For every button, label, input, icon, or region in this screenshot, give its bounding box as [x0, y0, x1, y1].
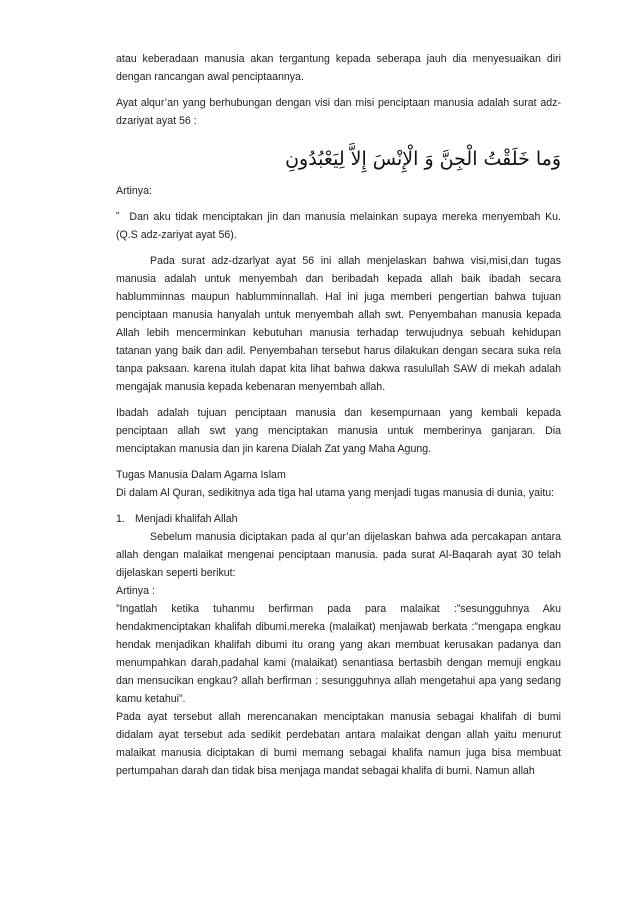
- paragraph-explanation: Pada surat adz-dzarlyat ayat 56 ini allah menjelaskan bahwa visi,misi,dan tugas manusia adalah untuk menyembah dan beribadah kepada allah baik ibadah secara hablumminnas maupun hablumminnallah. Hal ini juga memberi pengertian bahwa tujuan penciptaan manusia hanyalah untuk menyembah allah swt. Penyembahan manusia kepada Allah lebih mencerminkan kebutuhan manusia terhadap terwujudnya sebuah kehidupan tatanan yang baik dan adil. Penyembahan tersebut harus dilakukan dengan secara suka rela tanpa paksaan. karena itulah dapat kita lihat bahwa dakwa rasulullah SAW di mekah adalah mengajak manusia kepada kebenaran menyembah allah.: [116, 255, 561, 393]
- translation-text: Dan aku tidak menciptakan jin dan manusia melainkan supaya mereka menyembah Ku.(Q.S adz-zariyat ayat 56).: [116, 211, 561, 241]
- paragraph-translation: [116, 208, 561, 244]
- quote-mark: ”: [116, 211, 120, 222]
- paragraph-creation: Sebelum manusia diciptakan pada al qur’an dijelaskan bahwa ada percakapan antara allah dengan malaikat mengenai penciptaan manusia. pada surat Al-Baqarah ayat 30 telah dijelaskan seperti berikut:: [116, 531, 561, 579]
- label-artinya: Artinya:: [116, 185, 152, 197]
- section-heading: Tugas Manusia Dalam Agama Islam: [116, 469, 286, 481]
- paragraph-ibadah: Ibadah adalah tujuan penciptaan manusia dan kesempurnaan yang kembali kepada penciptaan allah swt yang menciptakan manusia untuk memberinya ganjaran. Dia menciptakan manusia dan jin karena Dialah Zat yang Maha Agung.: [116, 407, 561, 455]
- paragraph-intro: atau keberadaan manusia akan tergantung kepada seberapa jauh dia menyesuaikan diri dengan rancangan awal penciptaannya.: [116, 53, 561, 83]
- paragraph-ayat-intro: Ayat alqur’an yang berhubungan dengan visi dan misi penciptaan manusia adalah surat adz-dzariyat ayat 56 :: [116, 97, 561, 127]
- list-number: 1.: [116, 513, 125, 525]
- paragraph-khalifah: Pada ayat tersebut allah merencanakan menciptakan manusia sebagai khalifah di bumi didalam ayat tersebut ada sedikit perdebatan antara malaikat dengan allah yaitu menurut malaikat manusia diciptakan di bumi memang sebagai khalifa namun juga bisa membuat pertumpahan darah dan tidak bisa menjaga mandat sebagai khalifa di bumi. Namun allah: [116, 711, 561, 777]
- paragraph-tasks-intro: Di dalam Al Quran, sedikitnya ada tiga hal utama yang menjadi tugas manusia di dunia, yaitu:: [116, 487, 555, 499]
- list-item-khalifah: [116, 510, 561, 528]
- label-artinya-2: Artinya :: [116, 585, 155, 597]
- document-page: [116, 50, 561, 780]
- arabic-verse: وَما خَلَقْتُ الْجِنَّ وَ الْإِنْسَ إِلاَّ لِيَعْبُدُونِ: [285, 148, 561, 170]
- list-title: Menjadi khalifah Allah: [135, 513, 238, 525]
- paragraph-quote-baqarah: ”Ingatlah ketika tuhanmu berfirman pada para malaikat :”sesungguhnya Aku hendakmenciptakan khalifah dibumi.mereka (malaikat) menjawab berkata :”mengapa engkau hendak menjadikan khalifah dibumi itu orang yang akan membuat kerusakan padanya dan menumpahkan darah,padahal kami (malaikat) senantiasa bertasbih dengan memuji engkau dan mensucikan engkau? allah berfirman : sesungguhnya allah mengetahui apa yang sedang kamu ketahui”.: [116, 603, 561, 705]
